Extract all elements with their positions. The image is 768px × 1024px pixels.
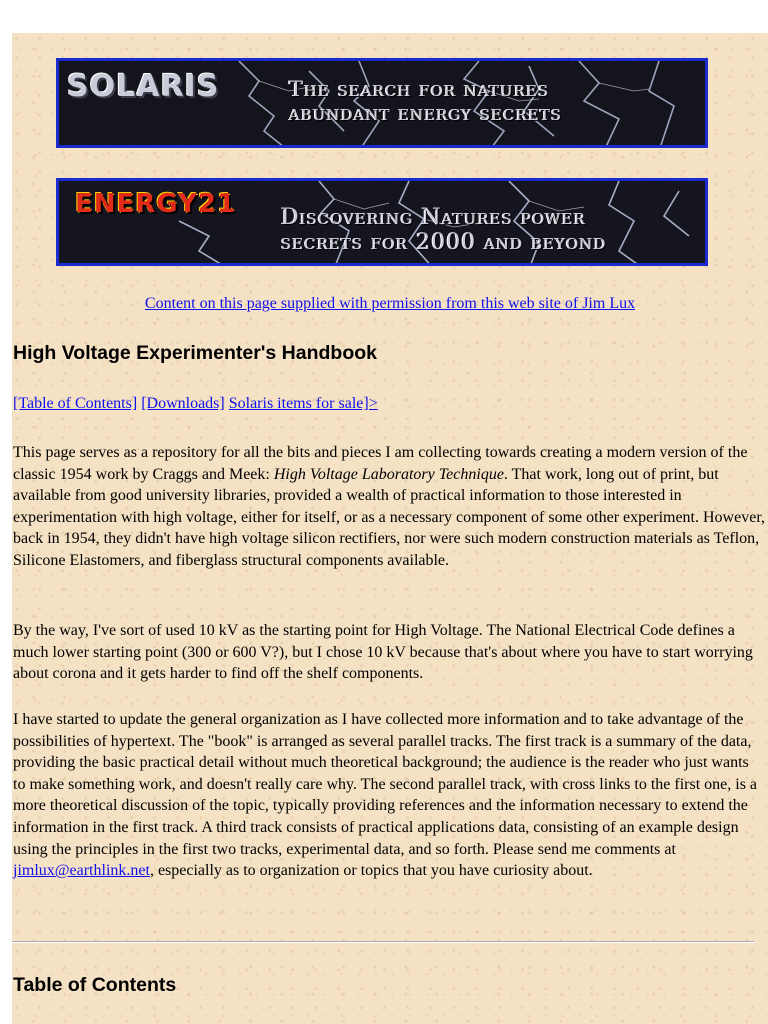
toc-link[interactable]: [Table of Contents] — [13, 395, 138, 412]
intro-text-b: . That work, long out of print, but available from good university libraries, provided a wealth of practical information to those interested in experimentation with high voltage, either for itself, or as a necessary component of some other experiment. However, back in 1954, they didn't have high voltage silicon rectifiers, nor were such modern construction materials as Teflon, Silicone Elastomers, and fiberglass structural components available. — [13, 465, 765, 569]
solaris-tagline — [289, 77, 562, 125]
energy21-tagline-line1: Discovering Natures power — [281, 205, 586, 230]
nav-links — [13, 395, 378, 413]
energy21-logo: ENERGY21 — [75, 189, 237, 219]
book-title: High Voltage Laboratory Technique — [273, 465, 504, 483]
solaris-tagline-line2: abundant energy secrets — [289, 101, 563, 126]
intro-paragraph — [13, 442, 765, 572]
page-body — [12, 33, 768, 1024]
organization-text-b: , especially as to organization or topics that you have curiosity about. — [149, 862, 593, 880]
email-link[interactable]: jimlux@earthlink.net — [13, 862, 150, 880]
permission-line — [12, 295, 768, 313]
sale-link[interactable]: Solaris items for sale]> — [228, 395, 378, 412]
page-title: High Voltage Experimenter's Handbook — [13, 342, 378, 364]
solaris-banner[interactable] — [56, 58, 708, 148]
intro-text-a: This page serves as a repository for all the bits and pieces I am collecting towards creating a modern version of the classic 1954 work by Craggs and Meek: — [13, 444, 748, 483]
toc-heading: Table of Contents — [13, 974, 177, 996]
downloads-link[interactable]: [Downloads] — [141, 395, 225, 412]
organization-paragraph — [13, 709, 765, 882]
permission-link[interactable]: Content on this page supplied with permission from this web site of Jim Lux — [144, 295, 636, 312]
solaris-tagline-line1: The search for natures — [289, 77, 550, 101]
organization-text-a: I have started to update the general organization as I have collected more information and to take advantage of the possibilities of hypertext. The "book" is arranged as several parallel tracks. The first track is a summary of the data, providing the basic practical detail without much theoretical background; the audience is the reader who just wants to make something work, and doesn't really care why. The second parallel track, with cross links to the first one, is a more theoretical discussion of the topic, typically providing references and the information necessary to extend the information in the first track. A third track consists of practical applications data, consisting of an example design using the principles in the first two tracks, experimental data, and so forth. Please send me comments at — [13, 711, 758, 858]
voltage-paragraph: By the way, I've sort of used 10 kV as the starting point for High Voltage. The National Electrical Code defines a much lower starting point (300 or 600 V?), but I chose 10 kV because that's about where you have to start worrying about corona and it gets harder to find off the shelf components. — [13, 622, 753, 683]
energy21-tagline — [281, 205, 607, 256]
energy21-tagline-line2: secrets for 2000 and beyond — [281, 230, 607, 256]
solaris-logo: SOLARIS — [67, 69, 220, 104]
section-divider — [12, 941, 754, 943]
energy21-banner[interactable] — [56, 178, 708, 266]
